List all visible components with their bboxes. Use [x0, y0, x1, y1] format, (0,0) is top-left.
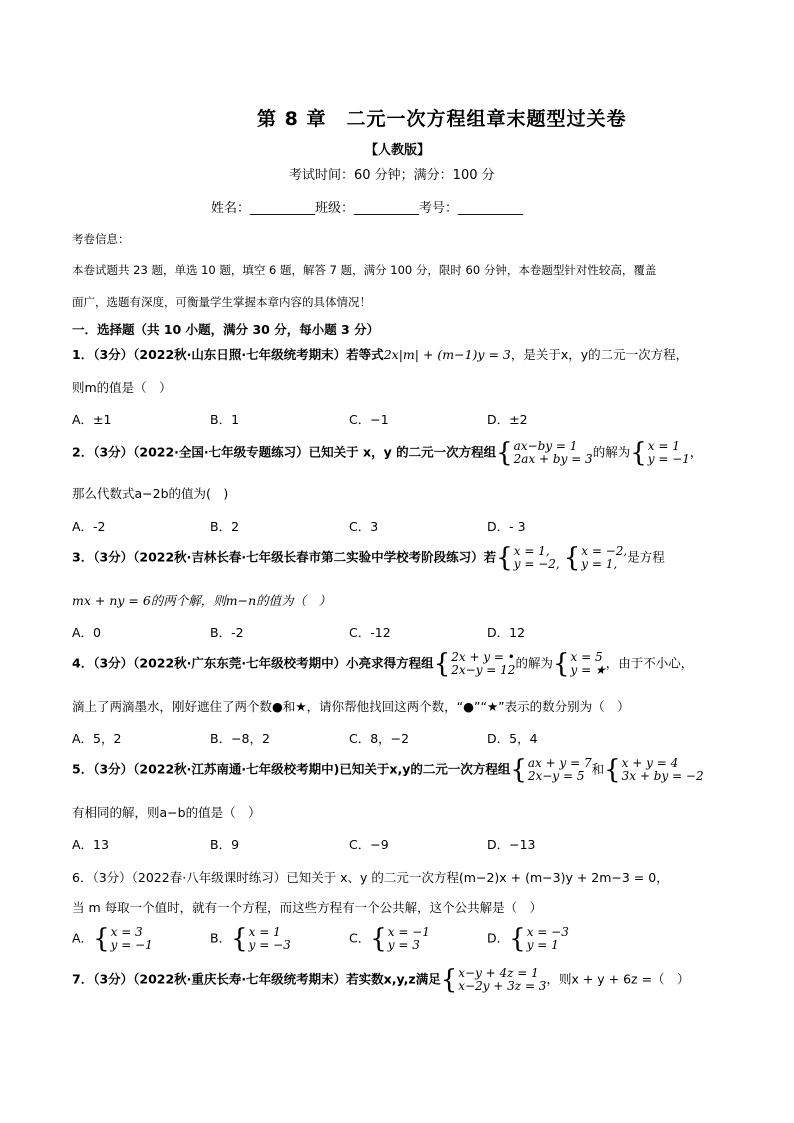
- q3-system-2: { x = −2, y = 1,: [563, 543, 628, 573]
- q1-prefix: 1．（3分）（2022秋·山东日照·七年级统考期末）若等式: [72, 347, 384, 362]
- q2-option-a: A．-2: [72, 519, 106, 534]
- q3-option-a: A．0: [72, 625, 102, 640]
- q6-option-c-row2: y = 3: [387, 938, 420, 952]
- q3-line-2: mx + ny = 6的两个解，则m−n的值为（ ）: [72, 593, 332, 608]
- q6-option-b-row1: x = 1: [248, 925, 281, 939]
- q2-sys1-row2: 2ax + by = 3: [513, 452, 593, 466]
- q3-option-b: B．-2: [210, 625, 244, 640]
- q4-sys2-row1: x = 5: [570, 650, 603, 664]
- q5-sys1-row2: 2x−y = 5: [527, 769, 585, 783]
- q5-sys1-row1: ax + y = 7: [527, 756, 592, 770]
- q2-prefix: 2．（3分）（2022·全国·七年级专题练习）已知关于 x，y 的二元一次方程组: [72, 444, 497, 460]
- question-7: [72, 967, 690, 993]
- q7-prefix: 7．（3分）（2022秋·重庆长寿·七年级统考期末）若实数x,y,z满足: [72, 971, 441, 987]
- q5-mid: 和: [591, 761, 605, 777]
- edition-label: 【人教版】: [365, 143, 431, 158]
- q6-option-a: [72, 926, 153, 952]
- q2-line-2: 那么代数式a−2b的值为( ): [72, 486, 229, 501]
- q4-system-1: { 2x + y = • 2x−y = 12: [433, 649, 516, 679]
- q6-option-b-system: { x = 1 y = −3: [231, 924, 291, 954]
- question-4: [72, 651, 693, 677]
- q4-sys1-row2: 2x−y = 12: [451, 663, 516, 677]
- q3-suffix: 是方程: [627, 549, 665, 565]
- q4-prefix: 4．（3分）（2022秋·广东东莞·七年级校考期中）小亮求得方程组: [72, 655, 434, 671]
- q4-option-c: C．8，−2: [349, 731, 410, 746]
- q6-option-c: [349, 926, 430, 952]
- q3-sys1-row2: y = −2,: [513, 557, 560, 571]
- q4-option-d: D．5，4: [487, 731, 538, 746]
- q7-suffix: ，则x + y + 6z =（ ）: [546, 971, 690, 987]
- q5-line-2: 有相同的解，则a−b的值是（ ）: [72, 805, 261, 820]
- q7-sys-row1: x−y + 4z = 1: [458, 966, 539, 980]
- q1-option-a: A．±1: [72, 412, 112, 427]
- q6-option-b: [210, 926, 291, 952]
- question-3: [72, 545, 665, 571]
- q7-sys-row2: x−2y + 3z = 3: [458, 979, 547, 993]
- q2-option-d: D．- 3: [487, 519, 526, 534]
- q4-option-a: A．5，2: [72, 731, 122, 746]
- q1-line-2: 则m的值是（ ）: [72, 380, 172, 395]
- q6-line-1: 6．（3分）（2022春·八年级课时练习）已知关于 x、y 的二元一次方程(m−2)x + (m−3)y + 2m−3 = 0，: [72, 870, 669, 885]
- notes-label: 考卷信息：: [72, 232, 130, 246]
- q6-option-a-row2: y = −1: [110, 938, 153, 952]
- q6-option-a-row1: x = 3: [110, 925, 143, 939]
- q6-option-a-system: { x = 3 y = −1: [93, 924, 153, 954]
- q6-option-d: [487, 926, 569, 952]
- notes-line-1: 本卷试题共 23 题，单选 10 题，填空 6 题，解答 7 题，满分 100 分，限时 60 分钟，本卷题型针对性较高，覆盖: [72, 263, 657, 277]
- q5-system-2: { x + y = 4 3x + by = −2: [604, 755, 704, 785]
- question-5: [72, 757, 704, 783]
- question-2: [72, 440, 702, 466]
- q4-system-2: { x = 5 y = ★: [552, 649, 606, 679]
- q3-option-c: C．-12: [349, 625, 391, 640]
- q6-option-b-row2: y = −3: [248, 938, 291, 952]
- q3-prefix: 3．（3分）（2022秋·吉林长春·七年级长春市第二实验中学校考阶段练习）若: [72, 549, 497, 565]
- q2-system-2: { x = 1 y = −1: [630, 438, 690, 468]
- q2-sys1-row1: ax−by = 1: [513, 439, 578, 453]
- q6-option-d-row1: x = −3: [526, 925, 569, 939]
- q5-option-b: B．9: [210, 837, 240, 852]
- q4-sys1-row1: 2x + y = •: [451, 650, 515, 664]
- q6-option-b-label: B．: [210, 930, 232, 946]
- q3-system-1: { x = 1, y = −2,: [496, 543, 560, 573]
- q3-sys1-row1: x = 1,: [513, 544, 550, 558]
- q1-option-c: C．−1: [349, 412, 389, 427]
- page-title: 第 8 章 二元一次方程组章末题型过关卷: [257, 108, 627, 130]
- q3-option-d: D．12: [487, 625, 526, 640]
- q5-option-a: A．13: [72, 837, 109, 852]
- q5-option-d: D．−13: [487, 837, 536, 852]
- question-1: [72, 345, 688, 363]
- q5-option-c: C．−9: [349, 837, 389, 852]
- q6-line-2: 当 m 每取一个值时，就有一个方程，而这些方程有一个公共解，这个公共解是（ ）: [72, 900, 543, 915]
- q1-expression: 2x|m| + (m−1)y = 3: [383, 347, 511, 362]
- q5-prefix: 5．（3分）（2022秋·江苏南通·七年级校考期中)已知关于x,y的二元一次方程组: [72, 761, 511, 777]
- q2-sys2-row2: y = −1: [647, 452, 690, 466]
- q4-suffix: ，由于不小心，: [605, 655, 694, 671]
- q2-option-b: B．2: [210, 519, 240, 534]
- q4-sys2-row2: y = ★: [570, 663, 606, 677]
- section-heading: 一．选择题（共 10 小题，满分 30 分，每小题 3 分）: [72, 322, 380, 337]
- q6-option-c-system: { x = −1 y = 3: [370, 924, 430, 954]
- q1-option-d: D．±2: [487, 412, 528, 427]
- q3-sys2-row1: x = −2,: [581, 544, 628, 558]
- q6-option-c-row1: x = −1: [387, 925, 430, 939]
- q2-mid: 的解为: [592, 444, 631, 460]
- q3-sys2-row2: y = 1,: [581, 557, 618, 571]
- q1-option-b: B．1: [210, 412, 240, 427]
- q2-option-c: C．3: [349, 519, 379, 534]
- q5-sys2-row1: x + y = 4: [621, 756, 679, 770]
- exam-info: 考试时间：60 分钟；满分：100 分: [289, 168, 495, 183]
- q5-system-1: { ax + y = 7 2x−y = 5: [510, 755, 592, 785]
- notes-line-2: 面广，选题有深度，可衡量学生掌握本章内容的具体情况！: [72, 295, 371, 309]
- q2-suffix: ，: [689, 444, 703, 460]
- q6-option-c-label: C．: [349, 930, 371, 946]
- q6-option-d-label: D．: [487, 930, 510, 946]
- q5-sys2-row2: 3x + by = −2: [621, 769, 704, 783]
- student-info-line: 姓名：__________班级：__________考号：__________: [211, 201, 524, 216]
- q4-line-2: 滴上了两滴墨水，刚好遮住了两个数●和★，请你帮他找回这两个数，“●”“★”表示的数分别为（ ）: [72, 699, 630, 714]
- q6-option-a-label: A．: [72, 930, 94, 946]
- q2-sys2-row1: x = 1: [647, 439, 680, 453]
- q2-system-1: { ax−by = 1 2ax + by = 3: [496, 438, 593, 468]
- q4-mid: 的解为: [515, 655, 553, 671]
- q4-option-b: B．−8，2: [210, 731, 270, 746]
- q7-system: { x−y + 4z = 1 x−2y + 3z = 3: [440, 965, 547, 995]
- q1-suffix: ，是关于x，y的二元一次方程，: [510, 347, 689, 362]
- q6-option-d-row2: y = 1: [526, 938, 559, 952]
- q6-option-d-system: { x = −3 y = 1: [509, 924, 569, 954]
